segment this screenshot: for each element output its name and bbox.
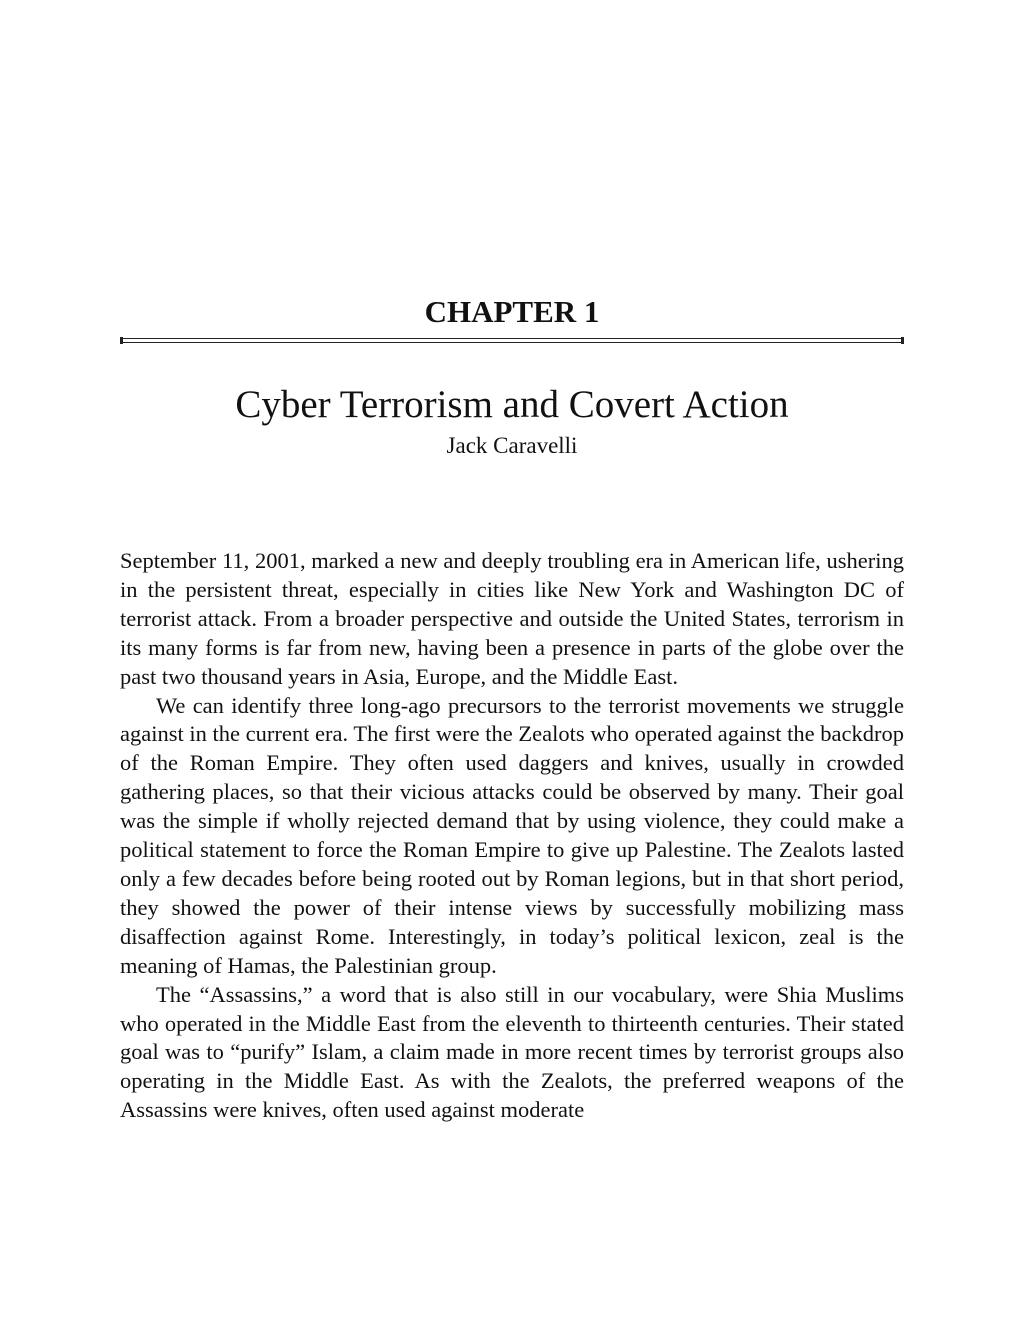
chapter-divider-rule [120, 337, 904, 344]
body-text [120, 547, 904, 1125]
paragraph: September 11, 2001, marked a new and deeply troubling era in American life, ushering in the persistent threat, especially in cities like New York and Washington DC of terrorist attack. From a broader perspective and outside the United States, terrorism in its many forms is far from new, having been a presence in parts of the globe over the past two thousand years in Asia, Europe, and the Middle East. [120, 548, 904, 689]
chapter-title: Cyber Terrorism and Covert Action [235, 383, 789, 427]
author-name: Jack Caravelli [446, 433, 578, 458]
chapter-label: CHAPTER 1 [424, 294, 600, 329]
paragraph: We can identify three long-ago precursors to the terrorist movements we struggle against in the current era. The first were the Zealots who operated against the backdrop of the Roman Empire. They often used daggers and knives, usually in crowded gathering places, so that their vicious attacks could be observed by many. Their goal was the simple if wholly rejected demand that by using violence, they could make a political statement to force the Roman Empire to give up Palestine. The Zealots lasted only a few decades before being rooted out by Roman legions, but in that short period, they showed the power of their intense views by successfully mobilizing mass disaffection against Rome. Interestingly, in today’s political lexicon, zeal is the meaning of Hamas, the Palestinian group. [120, 692, 904, 978]
paragraph: The “Assassins,” a word that is also still in our vocabulary, were Shia Muslims who operated in the Middle East from the eleventh to thirteenth centuries. Their stated goal was to “purify” Islam, a claim made in more recent times by terrorist groups also operating in the Middle East. As with the Zealots, the preferred weapons of the Assassins were knives, often used against moderate [120, 981, 904, 1123]
